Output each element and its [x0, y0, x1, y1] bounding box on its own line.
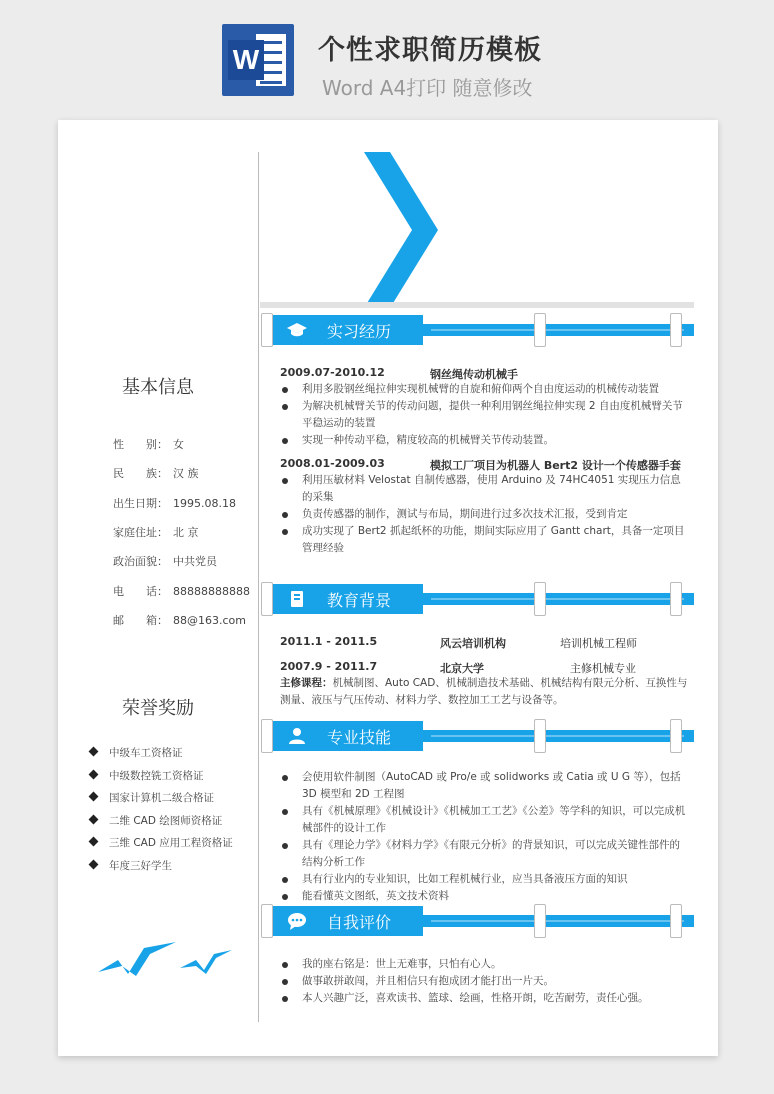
list-item: 会使用软件制图（AutoCAD 或 Pro/e 或 solidworks 或 Catia 或 U G 等），包括 3D 模型和 2D 工程图 [280, 769, 690, 803]
section-title-internship: 实习经历 [327, 322, 392, 341]
diamond-bullet-icon [89, 769, 99, 779]
courses-text: 机械制图、Auto CAD、机械制造技术基础、机械结构有限元分析、互换性与测量、液压与气压传动、材料力学、数控加工工艺与设备等。 [280, 677, 688, 706]
resume-paper [58, 120, 718, 1056]
basic-info-heading: 基本信息 [122, 377, 194, 398]
honor-text: 年度三好学生 [109, 860, 172, 872]
section-title-education: 教育背景 [327, 591, 392, 610]
info-key: 政治面貌： [113, 555, 168, 569]
info-value: 汉 族 [173, 467, 199, 481]
edu-date: 2007.9 - 2011.7 [280, 660, 378, 673]
section-bar-skills [261, 721, 694, 751]
basic-info-row [113, 612, 246, 628]
graduation-cap-icon [287, 320, 307, 340]
basic-info-row [113, 524, 199, 540]
honor-text: 三维 CAD 应用工程资格证 [109, 837, 233, 850]
book-icon [287, 589, 307, 609]
diamond-bullet-icon [89, 837, 99, 847]
basic-info-row [113, 436, 184, 452]
info-value: 88@163.com [173, 613, 246, 627]
basic-info-row [113, 583, 250, 599]
section-bar-self [261, 906, 694, 936]
list-item: 做事敢拼敢闯，并且相信只有抱成团才能打出一片天。 [280, 973, 690, 990]
honor-item [90, 813, 222, 828]
list-item: 实现一种传动平稳，精度较高的机械臂关节传动装置。 [280, 432, 690, 449]
courses-label: 主修课程： [280, 677, 333, 689]
word-logo-letter: W [228, 40, 264, 80]
page-title: 个性求职简历模板 [318, 35, 542, 66]
info-key: 出生日期： [113, 496, 168, 510]
honor-text: 国家计算机二级合格证 [109, 792, 214, 805]
info-key: 性 别： [113, 438, 168, 451]
info-key: 电 话： [113, 584, 168, 598]
basic-info-row [113, 553, 217, 569]
list-item: 负责传感器的制作，测试与布局，期间进行过多次技术汇报，受到肯定 [280, 506, 690, 523]
honor-text: 二维 CAD 绘图师资格证 [109, 814, 223, 827]
page-header [0, 0, 774, 112]
edu-org: 风云培训机构 [440, 637, 506, 650]
job-date: 2008.01-2009.03 [280, 457, 385, 470]
chat-bubble-icon [287, 911, 307, 931]
info-key: 家庭住址： [113, 525, 168, 539]
basic-info-row [113, 495, 236, 511]
honor-item [90, 858, 172, 873]
diamond-bullet-icon [89, 814, 99, 824]
info-key: 邮 箱： [113, 613, 168, 627]
honors-heading: 荣誉奖励 [122, 698, 194, 719]
job-title: 模拟工厂项目为机器人 Bert2 设计一个传感器手套 [430, 459, 681, 472]
job-title: 钢丝绳传动机械手 [430, 368, 518, 381]
honor-text: 中级数控铣工资格证 [109, 769, 204, 782]
list-item: 能看懂英文图纸，英文技术资料 [280, 888, 690, 905]
job-date: 2009.07-2010.12 [280, 366, 385, 379]
section-bar-education [261, 584, 694, 614]
edu-date: 2011.1 - 2011.5 [280, 635, 378, 648]
decorative-zigzag [96, 940, 236, 980]
edu-org: 北京大学 [440, 662, 484, 675]
honor-item [90, 790, 214, 805]
diamond-bullet-icon [89, 747, 99, 757]
page-subtitle: Word A4打印 随意修改 [322, 76, 533, 100]
diamond-bullet-icon [89, 792, 99, 802]
list-item: 具有《理论力学》《材料力学》《有限元分析》的背景知识，可以完成关键性部件的结构分析工作 [280, 837, 690, 871]
list-item: 利用压敏材料 Velostat 自制传感器，使用 Arduino 及 74HC4051 实现压力信息的采集 [280, 472, 690, 506]
list-item: 成功实现了 Bert2 抓起纸杯的功能，期间实际应用了 Gantt chart，具备一定项目管理经验 [280, 523, 690, 557]
info-value: 中共党员 [173, 555, 217, 569]
honor-item [90, 768, 204, 783]
section-title-skills: 专业技能 [327, 728, 392, 747]
diamond-bullet-icon [89, 860, 99, 870]
honor-item [90, 835, 233, 850]
self-eval-bullets [280, 956, 690, 1007]
skills-bullets [280, 769, 690, 905]
section-title-self: 自我评价 [327, 913, 392, 932]
basic-info-row [113, 465, 199, 481]
info-value: 1995.08.18 [173, 496, 236, 510]
info-value: 女 [173, 438, 184, 451]
column-divider [258, 152, 259, 1022]
info-key: 民 族： [113, 467, 168, 481]
honor-item [90, 745, 183, 760]
info-value: 北 京 [173, 525, 199, 539]
info-value: 88888888888 [173, 584, 250, 598]
edu-courses [280, 675, 690, 709]
user-icon [287, 726, 307, 746]
edu-role: 培训机械工程师 [560, 637, 637, 650]
list-item: 我的座右铭是：世上无难事，只怕有心人。 [280, 956, 690, 973]
job-bullets [280, 472, 690, 557]
edu-role: 主修机械专业 [570, 662, 636, 675]
job-bullets [280, 381, 690, 449]
honor-text: 中级车工资格证 [109, 747, 183, 759]
list-item: 具有《机械原理》《机械设计》《机械加工工艺》《公差》等学科的知识，可以完成机械部件的设计工作 [280, 803, 690, 837]
list-item: 为解决机械臂关节的传动问题，提供一种利用钢丝绳拉伸实现 2 自由度机械臂关节平稳运动的装置 [280, 398, 690, 432]
list-item: 具有行业内的专业知识，比如工程机械行业，应当具备液压方面的知识 [280, 871, 690, 888]
list-item: 利用多股钢丝绳拉伸实现机械臂的自旋和俯仰两个自由度运动的机械传动装置 [280, 381, 690, 398]
decorative-chevron [260, 152, 694, 308]
section-bar-internship [261, 315, 694, 345]
list-item: 本人兴趣广泛，喜欢读书、篮球、绘画，性格开朗，吃苦耐劳，责任心强。 [280, 990, 690, 1007]
word-logo-icon [222, 24, 294, 96]
